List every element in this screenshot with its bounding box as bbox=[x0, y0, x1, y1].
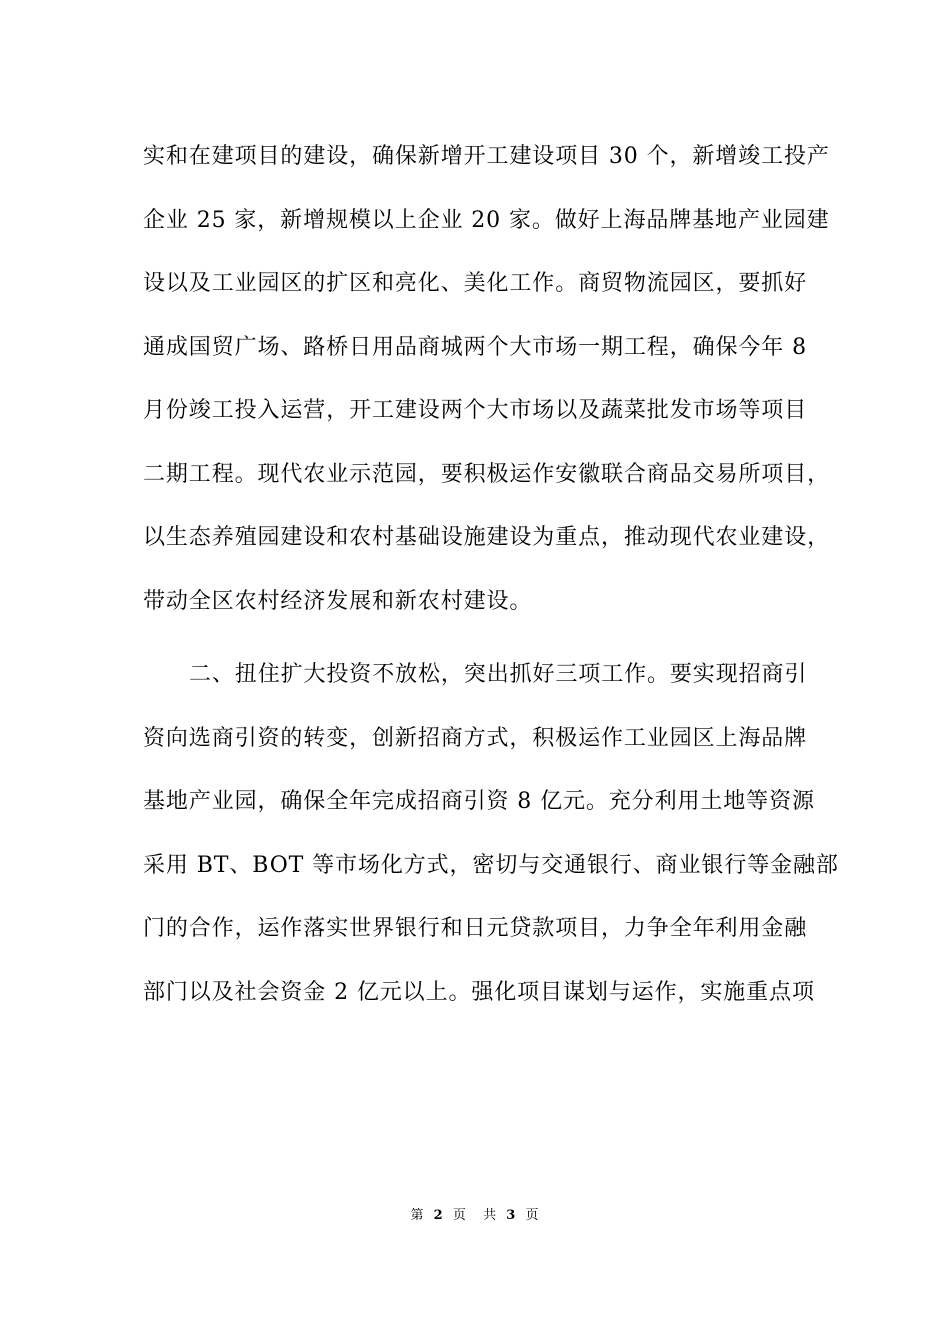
paragraph-2-line-4: 采用 BT、BOT 等市场化方式，密切与交通银行、商业银行等金融部 bbox=[143, 852, 839, 878]
document-body bbox=[143, 131, 839, 1030]
paragraph-2-line-2: 资向选商引资的转变，创新招商方式，积极运作工业园区上海品牌 bbox=[143, 725, 808, 751]
paragraph-1-line-4: 通成国贸广场、路桥日用品商城两个大市场一期工程，确保今年 8 bbox=[143, 334, 807, 360]
paragraph-1-line-8: 带动全区农村经济发展和新农村建设。 bbox=[143, 588, 533, 614]
paragraph-1-line-1: 实和在建项目的建设，确保新增开工建设项目 30 个，新增竣工投产 bbox=[143, 144, 830, 169]
total-suffix: 页 bbox=[525, 1208, 540, 1223]
paragraph-2-line-5: 门的合作，运作落实世界银行和日元贷款项目，力争全年利用金融 bbox=[143, 916, 808, 941]
current-page-number: 2 bbox=[433, 1208, 444, 1223]
paragraph-1-line-6: 二期工程。现代农业示范园，要积极运作安徽联合商品交易所项目， bbox=[143, 461, 831, 487]
paragraph-1-line-2: 企业 25 家，新增规模以上企业 20 家。做好上海品牌基地产业园建 bbox=[143, 207, 830, 233]
paragraph-2-line-3: 基地产业园，确保全年完成招商引资 8 亿元。充分利用土地等资源 bbox=[143, 789, 815, 814]
paragraph-1-line-7: 以生态养殖园建设和农村基础设施建设为重点，推动现代农业建设， bbox=[143, 525, 831, 550]
paragraph-1-line-5: 月份竣工投入运营，开工建设两个大市场以及蔬菜批发市场等项目 bbox=[143, 398, 808, 423]
page-prefix: 第 bbox=[410, 1208, 425, 1223]
page-suffix: 页 bbox=[452, 1208, 467, 1223]
paragraph-2 bbox=[143, 649, 839, 1030]
page-footer bbox=[0, 1206, 950, 1226]
total-pages-number: 3 bbox=[506, 1208, 517, 1223]
paragraph-1 bbox=[143, 131, 831, 639]
paragraph-2-line-1: 二、扭住扩大投资不放松，突出抓好三项工作。要实现招商引 bbox=[189, 662, 808, 687]
paragraph-2-line-6: 部门以及社会资金 2 亿元以上。强化项目谋划与运作，实施重点项 bbox=[143, 979, 815, 1005]
paragraph-1-line-3: 设以及工业园区的扩区和亮化、美化工作。商贸物流园区，要抓好 bbox=[143, 271, 808, 296]
total-prefix: 共 bbox=[483, 1208, 498, 1223]
